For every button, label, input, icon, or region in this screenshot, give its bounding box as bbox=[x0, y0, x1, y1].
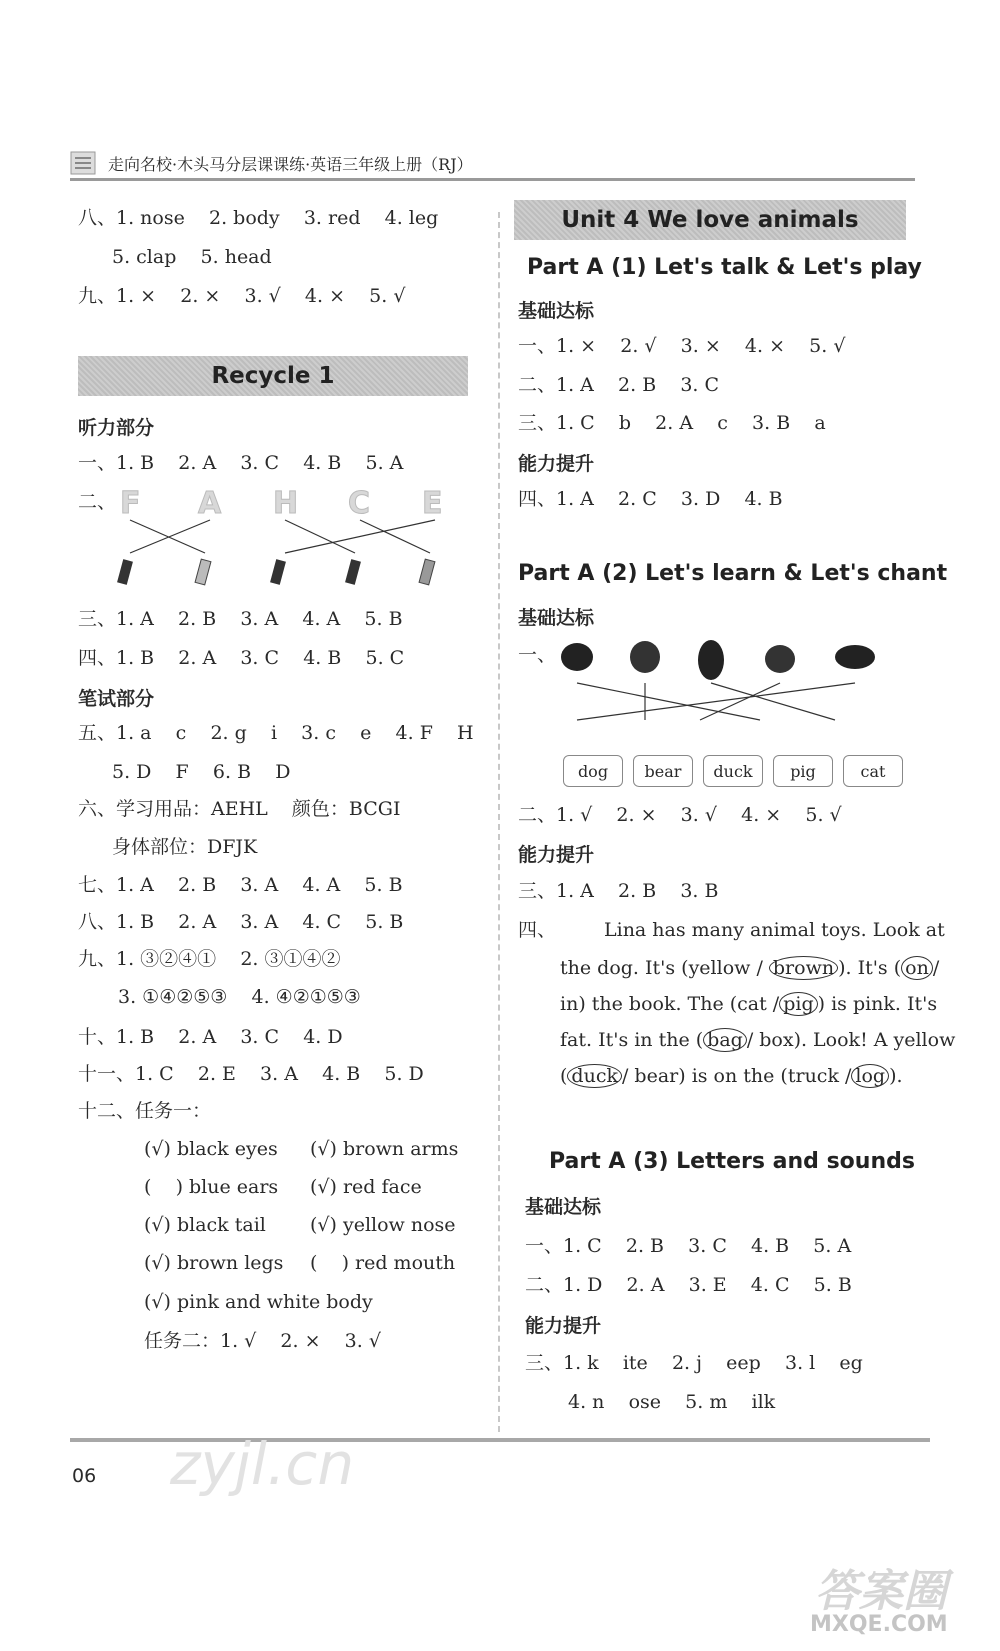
recycle-banner: Recycle 1 bbox=[78, 356, 468, 396]
p3-q2: 二、1. D 2. A 3. E 4. C 5. B bbox=[525, 1274, 852, 1296]
left-q4: 四、1. B 2. A 3. C 4. B 5. C bbox=[78, 647, 405, 669]
left-q12: 十二、任务一： bbox=[78, 1100, 212, 1122]
p2-q2: 二、1. √ 2. × 3. √ 4. × 5. √ bbox=[518, 804, 842, 826]
match-letter: A bbox=[198, 486, 222, 521]
task-item: (√) brown legs bbox=[144, 1252, 284, 1274]
left-q9b: 3. ①④②⑤③ 4. ④②①⑤③ bbox=[118, 986, 361, 1008]
p2-q4-prefix: 四、 bbox=[518, 919, 557, 941]
p2-q4-line4: fat. It's in the ( bag / box). Look! A yellow bbox=[560, 1029, 956, 1051]
task-item: (√) yellow nose bbox=[310, 1214, 456, 1236]
watermark-zyjl: zyjl.cn bbox=[170, 1430, 355, 1498]
word-box: duck bbox=[703, 755, 763, 787]
book-icon bbox=[70, 150, 96, 176]
task-item: (√) brown arms bbox=[310, 1138, 459, 1160]
p1-q1: 一、1. × 2. √ 3. × 4. × 5. √ bbox=[518, 335, 846, 357]
animal-matching-figure bbox=[555, 635, 905, 745]
match-letter: E bbox=[422, 486, 443, 521]
page-number: 06 bbox=[72, 1465, 97, 1487]
header-title: 走向名校·木头马分层课课练·英语三年级上册（RJ） bbox=[108, 155, 473, 174]
p1-q4: 四、1. A 2. C 3. D 4. B bbox=[518, 488, 783, 510]
left-q5a: 五、1. a c 2. g i 3. c e 4. F H bbox=[78, 722, 474, 744]
task-two: 任务二：1. √ 2. × 3. √ bbox=[144, 1330, 381, 1352]
watermark-mxqe: MXQE.COM bbox=[810, 1612, 948, 1637]
ability-label: 能力提升 bbox=[518, 453, 595, 475]
task-item: (√) black eyes bbox=[144, 1138, 278, 1160]
word-box: bear bbox=[633, 755, 693, 787]
p1-q3: 三、1. C b 2. A c 3. B a bbox=[518, 412, 826, 434]
left-q10: 十、1. B 2. A 3. C 4. D bbox=[78, 1026, 343, 1048]
left-q6b: 身体部位：DFJK bbox=[112, 836, 258, 858]
p2-q4-line1: Lina has many animal toys. Look at bbox=[604, 919, 945, 941]
left-q11: 十一、1. C 2. E 3. A 4. B 5. D bbox=[78, 1063, 424, 1085]
p2-q1-prefix: 一、 bbox=[518, 644, 557, 666]
left-line-2: 5. clap 5. head bbox=[112, 246, 272, 268]
p2-q4-line3: in) the book. The (cat / pig ) is pink. It's bbox=[560, 993, 938, 1015]
left-q7: 七、1. A 2. B 3. A 4. A 5. B bbox=[78, 874, 403, 896]
watermark-daanquan: 答案圈 bbox=[815, 1566, 947, 1617]
header-rule bbox=[70, 178, 915, 181]
part-a1-title: Part A (1) Let's talk & Let's play bbox=[527, 255, 922, 280]
basic-label: 基础达标 bbox=[518, 607, 595, 629]
match-letter: H bbox=[273, 486, 299, 521]
basic-label: 基础达标 bbox=[518, 300, 595, 322]
task-item: (√) red face bbox=[310, 1176, 422, 1198]
word-box: cat bbox=[843, 755, 903, 787]
column-divider bbox=[498, 212, 500, 1432]
listening-section-title: 听力部分 bbox=[78, 417, 155, 439]
p2-q4-line5: ( duck / bear) is on the (truck / log ). bbox=[560, 1065, 903, 1087]
writing-section-title: 笔试部分 bbox=[78, 688, 155, 710]
left-q1: 一、1. B 2. A 3. C 4. B 5. A bbox=[78, 452, 404, 474]
left-q2-prefix: 二、 bbox=[78, 491, 117, 513]
p2-q3: 三、1. A 2. B 3. B bbox=[518, 880, 719, 902]
word-box: dog bbox=[563, 755, 623, 787]
ability-label: 能力提升 bbox=[518, 844, 595, 866]
match-letter: F bbox=[120, 486, 141, 521]
task-item: (√) pink and white body bbox=[144, 1291, 373, 1313]
p1-q2: 二、1. A 2. B 3. C bbox=[518, 374, 720, 396]
p3-q1: 一、1. C 2. B 3. C 4. B 5. A bbox=[525, 1235, 852, 1257]
word-box: pig bbox=[773, 755, 833, 787]
left-q9a: 九、1. ③②④① 2. ③①④② bbox=[78, 948, 341, 970]
p3-q3a: 三、1. k ite 2. j eep 3. l eg bbox=[525, 1352, 863, 1374]
left-line-1: 八、1. nose 2. body 3. red 4. leg bbox=[78, 207, 439, 229]
part-a3-title: Part A (3) Letters and sounds bbox=[549, 1149, 915, 1174]
unit-banner: Unit 4 We love animals bbox=[514, 200, 906, 240]
left-line-3: 九、1. × 2. × 3. √ 4. × 5. √ bbox=[78, 285, 406, 307]
task-item: (√) black tail bbox=[144, 1214, 266, 1236]
left-q3: 三、1. A 2. B 3. A 4. A 5. B bbox=[78, 608, 403, 630]
task-item: ( ) red mouth bbox=[310, 1252, 456, 1274]
ability-label: 能力提升 bbox=[525, 1315, 602, 1337]
letter-matching-figure bbox=[110, 485, 470, 595]
basic-label: 基础达标 bbox=[525, 1196, 602, 1218]
p3-q3b: 4. n ose 5. m ilk bbox=[568, 1391, 776, 1413]
left-q5b: 5. D F 6. B D bbox=[112, 761, 291, 783]
task-item: ( ) blue ears bbox=[144, 1176, 279, 1198]
left-q8: 八、1. B 2. A 3. A 4. C 5. B bbox=[78, 911, 404, 933]
part-a2-title: Part A (2) Let's learn & Let's chant bbox=[518, 561, 948, 586]
left-q6a: 六、学习用品：AEHL 颜色：BCGI bbox=[78, 798, 401, 820]
match-letter: C bbox=[348, 486, 371, 521]
p2-q4-line2: the dog. It's (yellow / brown ). It's ( on / bbox=[560, 957, 940, 979]
